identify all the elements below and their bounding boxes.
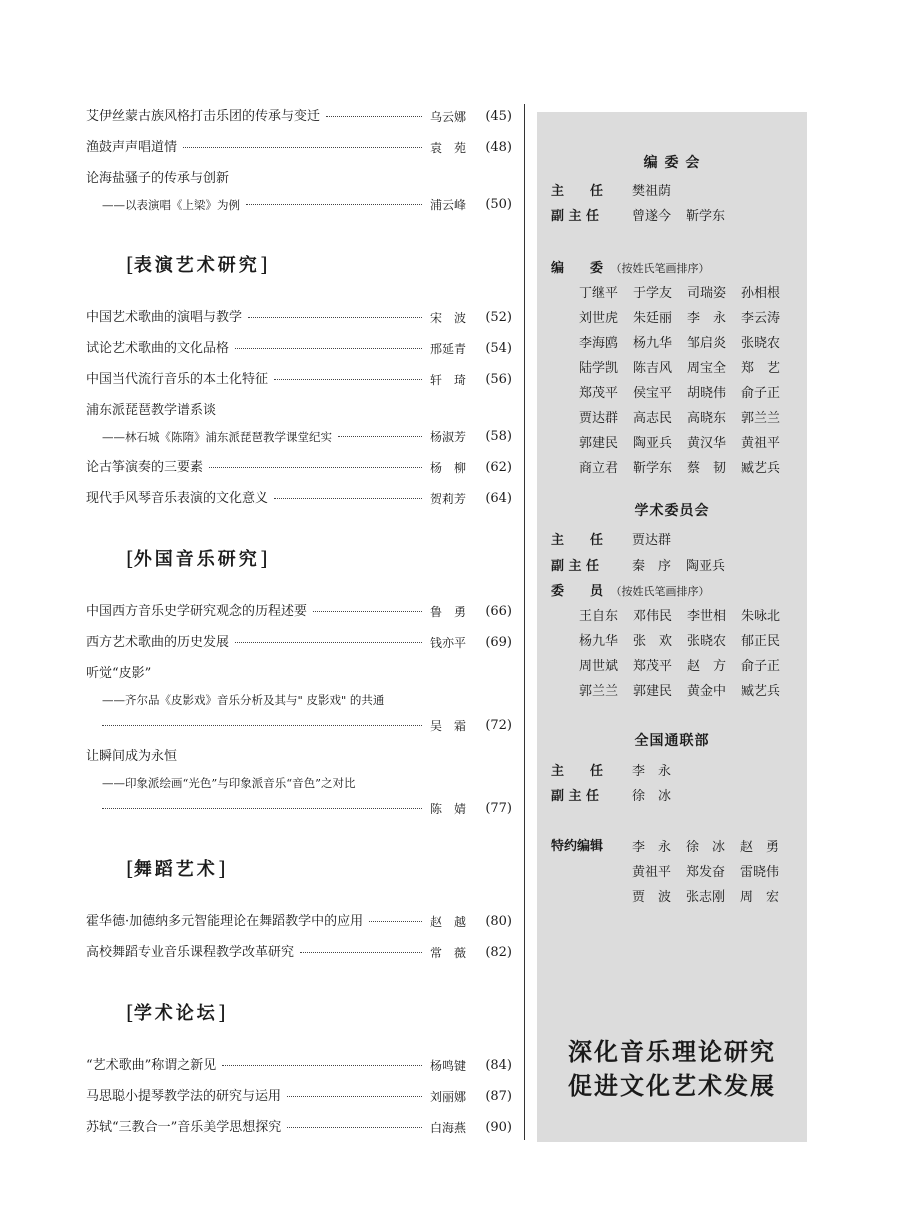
person-name: 秦 序 [632, 559, 672, 574]
toc-entry-title: “艺术歌曲”称谓之新见 [86, 1058, 217, 1073]
toc-entry-author: 浦云峰 [429, 198, 466, 212]
toc-entry-page: (50) [485, 197, 512, 212]
toc-entry-author: 袁 苑 [429, 141, 466, 155]
toc-entry-page: (90) [485, 1120, 512, 1135]
person-name: 靳学东 [633, 461, 673, 476]
toc-entry[interactable] [86, 305, 512, 331]
person-name: 俞子正 [741, 386, 781, 401]
person-name: 孙相根 [741, 286, 781, 301]
liaison-director-label: 主 任 [551, 764, 604, 779]
person-name: 侯宝平 [633, 386, 673, 401]
leader-dots [235, 348, 422, 349]
toc-entry-author: 刘丽娜 [429, 1090, 466, 1104]
person-name: 臧艺兵 [741, 461, 781, 476]
person-name: 丁继平 [579, 286, 619, 301]
toc-entry-author: 钱亦平 [429, 636, 466, 650]
toc-entry[interactable] [86, 192, 512, 218]
person-name: 贾 波 [632, 890, 672, 905]
leader-dots [338, 436, 422, 437]
person-name: 郑发奋 [686, 865, 726, 880]
toc-entry-page: (62) [485, 460, 512, 475]
toc-entry-author: 邢延青 [429, 342, 466, 356]
person-name: 张 欢 [633, 634, 673, 649]
toc-entry[interactable] [86, 166, 512, 192]
toc-entry[interactable] [86, 1053, 512, 1079]
person-name: 张晓农 [687, 634, 727, 649]
section-heading: [外国音乐研究] [126, 546, 268, 570]
toc-entry[interactable] [86, 486, 512, 512]
person-name: 司瑞姿 [687, 286, 727, 301]
toc-entry-page: (80) [485, 914, 512, 929]
academic-members-label: 委 员 （按姓氏笔画排序） [551, 584, 710, 599]
person-name: 贾达群 [579, 411, 619, 426]
toc-entry[interactable] [86, 599, 512, 625]
toc-entry-title: 西方艺术歌曲的历史发展 [86, 635, 230, 650]
person-name: 黄汉华 [687, 436, 727, 451]
person-name: 俞子正 [741, 659, 781, 674]
toc-entry[interactable] [86, 455, 512, 481]
person-name: 李世相 [687, 609, 727, 624]
toc-entry[interactable] [86, 367, 512, 393]
toc-entry[interactable] [86, 940, 512, 966]
slogan-line-2: 促进文化艺术发展 [568, 1071, 776, 1100]
toc-entry[interactable] [86, 713, 512, 739]
toc-entry-page: (64) [485, 491, 512, 506]
leader-dots [287, 1096, 422, 1097]
person-name: 朱廷丽 [633, 311, 673, 326]
toc-entry-page: (72) [485, 718, 512, 733]
toc-entry-title: 中国艺术歌曲的演唱与教学 [86, 310, 243, 325]
leader-dots [274, 379, 422, 380]
person-name: 周宝全 [687, 361, 727, 376]
toc-entry-title: 艾伊丝蒙古族风格打击乐团的传承与变迁 [86, 109, 321, 124]
toc-entry[interactable] [86, 744, 512, 770]
toc-entry-author: 吴 霜 [429, 719, 466, 733]
leader-dots [209, 467, 422, 468]
toc-entry-author: 轩 琦 [429, 373, 466, 387]
academic-director-label: 主 任 [551, 533, 604, 548]
toc-entry[interactable] [86, 796, 512, 822]
leader-dots [183, 147, 422, 148]
person-name: 陶亚兵 [633, 436, 673, 451]
editorial-members-label: 编 委 （按姓氏笔画排序） [551, 261, 710, 276]
person-name: 郁正民 [741, 634, 781, 649]
person-name: 李云涛 [741, 311, 781, 326]
toc-entry-title: 马思聪小提琴教学法的研究与运用 [86, 1089, 282, 1104]
toc-entry-title: 现代手风琴音乐表演的文化意义 [86, 491, 269, 506]
toc-entry[interactable] [86, 1115, 512, 1141]
person-name: 雷晓伟 [740, 865, 780, 880]
person-name: 刘世虎 [579, 311, 619, 326]
toc-entry-title: 论古筝演奏的三要素 [86, 460, 204, 475]
toc-entry-author: 杨淑芳 [429, 430, 466, 444]
person-name: 张志刚 [686, 890, 726, 905]
leader-dots [102, 725, 422, 726]
toc-entry[interactable] [86, 135, 512, 161]
toc-entry-page: (66) [485, 604, 512, 619]
person-name: 于学友 [633, 286, 673, 301]
person-name: 黄祖平 [741, 436, 781, 451]
leader-dots [313, 611, 422, 612]
person-name: 郑茂平 [633, 659, 673, 674]
person-name: 陶亚兵 [686, 559, 726, 574]
toc-entry-page: (58) [485, 429, 512, 444]
liaison-title: 全国通联部 [634, 733, 710, 749]
person-name: 郭建民 [579, 436, 619, 451]
academic-vice-names [632, 555, 740, 574]
toc-entry-title: 试论艺术歌曲的文化品格 [86, 341, 230, 356]
person-name: 高晓东 [687, 411, 727, 426]
person-name: 郭建民 [633, 684, 673, 699]
person-name: 黄金中 [687, 684, 727, 699]
person-name: 朱咏北 [741, 609, 781, 624]
person-name: 邓伟民 [633, 609, 673, 624]
person-name: 商立君 [579, 461, 619, 476]
person-name: 曾遂今 [632, 209, 672, 224]
person-name: 徐 冰 [686, 840, 726, 855]
toc-entry-page: (69) [485, 635, 512, 650]
liaison-director-names [632, 760, 686, 779]
toc-entry-title: 高校舞蹈专业音乐课程教学改革研究 [86, 945, 295, 960]
person-name: 贾达群 [632, 533, 672, 548]
leader-dots [246, 204, 422, 205]
person-name: 郑 艺 [741, 361, 781, 376]
leader-dots [300, 952, 422, 953]
editorial-members-note: （按姓氏笔画排序） [616, 262, 710, 275]
special-editors-label: 特约编辑 [551, 839, 604, 854]
special-editors-grid [632, 835, 802, 910]
leader-dots [369, 921, 422, 922]
person-name: 郑茂平 [579, 386, 619, 401]
person-name: 臧艺兵 [741, 684, 781, 699]
toc-entry-title: ——以表演唱《上梁》为例 [102, 198, 240, 212]
toc-entry-title: 浦东派琵琶教学谱系谈 [86, 403, 217, 418]
toc-entry-title: 中国西方音乐史学研究观念的历程述要 [86, 604, 308, 619]
toc-entry-author: 杨 柳 [429, 461, 466, 475]
toc-entry-title: 苏轼“三教合一”音乐美学思想探究 [86, 1120, 282, 1135]
person-name: 杨九华 [633, 336, 673, 351]
person-name: 李 永 [687, 311, 727, 326]
toc-entry-page: (84) [485, 1058, 512, 1073]
editorial-director-names [632, 180, 686, 199]
person-name: 郭兰兰 [741, 411, 781, 426]
person-name: 陆学凯 [579, 361, 619, 376]
leader-dots [287, 1127, 422, 1128]
toc-entry-author: 赵 越 [429, 915, 466, 929]
person-name: 周 宏 [740, 890, 780, 905]
toc-entry-title: 渔鼓声声唱道情 [86, 140, 178, 155]
toc-entry-author: 贺莉芳 [429, 492, 466, 506]
editorial-vice-names [632, 205, 740, 224]
academic-vice-label: 副 主 任 [551, 559, 600, 574]
toc-entry-title: 听觉“皮影” [86, 666, 152, 681]
person-name: 靳学东 [686, 209, 726, 224]
person-name: 李 永 [632, 840, 672, 855]
toc-entry-author: 杨鸣键 [429, 1059, 466, 1073]
toc-entry-author: 乌云娜 [429, 110, 466, 124]
toc-entry[interactable] [86, 770, 512, 796]
toc-entry-author: 白海燕 [429, 1121, 466, 1135]
person-name: 陈吉风 [633, 361, 673, 376]
editorial-director-label: 主 任 [551, 184, 604, 199]
person-name: 胡晓伟 [687, 386, 727, 401]
leader-dots [248, 317, 422, 318]
editorial-committee-title: 编 委 会 [643, 155, 701, 171]
person-name: 黄祖平 [632, 865, 672, 880]
person-name: 樊祖荫 [632, 184, 672, 199]
leader-dots [274, 498, 422, 499]
person-name: 高志民 [633, 411, 673, 426]
leader-dots [102, 808, 422, 809]
toc-entry-title: 霍华德·加德纳多元智能理论在舞蹈教学中的应用 [86, 914, 364, 929]
toc-entry[interactable] [86, 398, 512, 424]
editorial-vice-label: 副 主 任 [551, 209, 600, 224]
toc-entry-title: ——林石城《陈隋》浦东派琵琶教学课堂纪实 [102, 430, 332, 444]
toc-entry[interactable] [86, 104, 512, 130]
toc-entry-page: (54) [485, 341, 512, 356]
toc-entry-title: ——齐尔品《皮影戏》音乐分析及其与" 皮影戏" 的共通 [102, 693, 385, 707]
toc-entry[interactable] [86, 630, 512, 656]
toc-entry-title: 让瞬间成为永恒 [86, 749, 178, 764]
person-name: 李 永 [632, 764, 672, 779]
academic-members-note: （按姓氏笔画排序） [616, 585, 710, 598]
toc-entry[interactable] [86, 687, 512, 713]
toc-entry-title: 论海盐骚子的传承与创新 [86, 171, 230, 186]
toc-entry-author: 陈 婧 [429, 802, 466, 816]
toc-entry-title: 中国当代流行音乐的本土化特征 [86, 372, 269, 387]
person-name: 王自东 [579, 609, 619, 624]
person-name: 张晓农 [741, 336, 781, 351]
toc-entry[interactable] [86, 424, 512, 450]
academic-members-grid [579, 604, 809, 704]
toc-entry[interactable] [86, 1084, 512, 1110]
toc-entry[interactable] [86, 336, 512, 362]
section-heading: [表演艺术研究] [126, 252, 268, 276]
toc-entry[interactable] [86, 909, 512, 935]
person-name: 蔡 韧 [687, 461, 727, 476]
toc-entry-page: (56) [485, 372, 512, 387]
person-name: 徐 冰 [632, 789, 672, 804]
editorial-members-grid [579, 281, 809, 481]
toc-entry-author: 宋 波 [429, 311, 466, 325]
academic-director-names [632, 529, 686, 548]
toc-entry[interactable] [86, 661, 512, 687]
person-name: 邹启炎 [687, 336, 727, 351]
column-divider [524, 104, 525, 1140]
leader-dots [326, 116, 422, 117]
person-name: 郭兰兰 [579, 684, 619, 699]
person-name: 周世斌 [579, 659, 619, 674]
person-name: 李海鸥 [579, 336, 619, 351]
slogan-line-1: 深化音乐理论研究 [568, 1037, 776, 1066]
liaison-vice-names [632, 785, 686, 804]
toc-entry-page: (52) [485, 310, 512, 325]
toc-entry-page: (87) [485, 1089, 512, 1104]
toc-entry-title: ——印象派绘画“光色”与印象派音乐“音色”之对比 [102, 776, 356, 790]
toc-entry-author: 鲁 勇 [429, 605, 466, 619]
person-name: 赵 勇 [740, 840, 780, 855]
academic-committee-title: 学术委员会 [634, 503, 710, 519]
toc-entry-page: (45) [485, 109, 512, 124]
leader-dots [235, 642, 422, 643]
masthead-panel [537, 112, 807, 1142]
toc-entry-page: (48) [485, 140, 512, 155]
person-name: 杨九华 [579, 634, 619, 649]
section-heading: [舞蹈艺术] [126, 856, 226, 880]
toc-entry-page: (82) [485, 945, 512, 960]
person-name: 赵 方 [687, 659, 727, 674]
section-heading: [学术论坛] [126, 1000, 226, 1024]
toc-entry-author: 常 薇 [429, 946, 466, 960]
toc-entry-page: (77) [485, 801, 512, 816]
leader-dots [222, 1065, 422, 1066]
liaison-vice-label: 副 主 任 [551, 789, 600, 804]
